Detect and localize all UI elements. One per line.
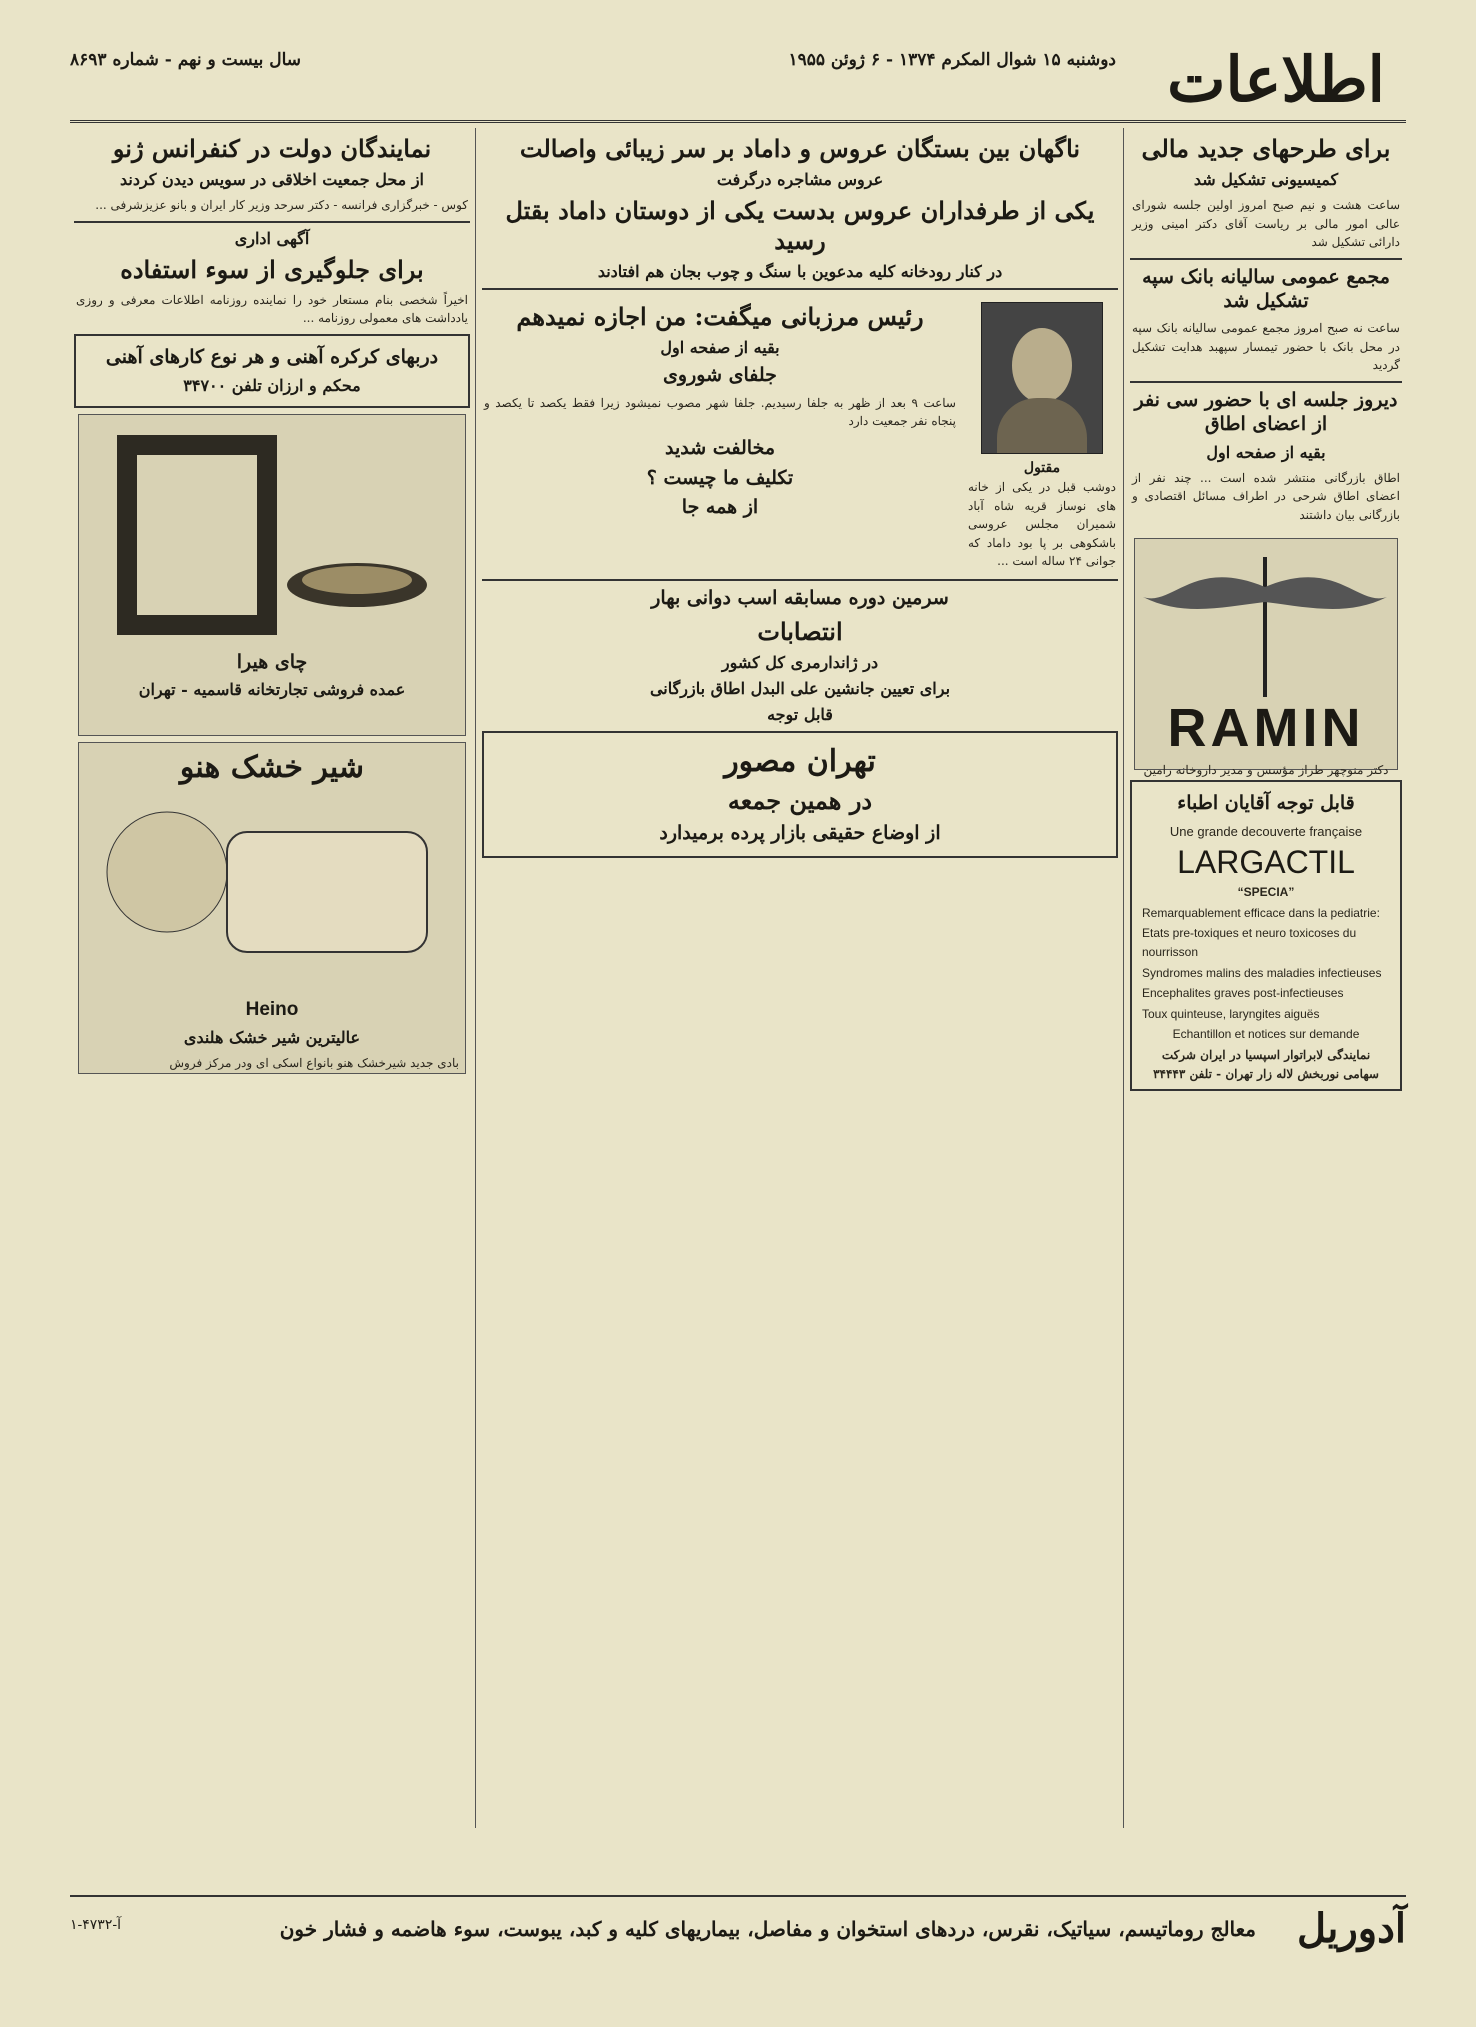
article-headline: مجمع عمومی سالیانه بانک سپه تشکیل شد (1142, 265, 1390, 312)
official-notice-label: آگهی اداری (234, 228, 310, 248)
article-headline: برای جلوگیری از سوء استفاده (120, 254, 424, 284)
article-headline: سرمین دوره مسابقه اسب دوانی بهار (651, 586, 949, 609)
notice-french: Une grande decouverte française (1169, 824, 1363, 840)
ad-line: در همین جمعه (727, 786, 873, 816)
divider (482, 288, 1118, 290)
notice-headline: قابل توجه آقایان اطباء (1177, 792, 1355, 815)
right-column (1126, 128, 1406, 1867)
photo-block (962, 296, 1122, 573)
section-heading: مخالفت شدید (664, 436, 776, 459)
baby-bottle-illustration (77, 792, 465, 992)
indication-line: Remarquablement efficace dans la pediatrie: (1142, 905, 1380, 920)
ad-subline: عالیترین شیر خشک هلندی (183, 1027, 361, 1047)
left-column (70, 128, 474, 1867)
article-body: ساعت ۹ بعد از ظهر به جلفا رسیدیم. جلفا شهر مصوب نمیشود زیرا فقط یکصد تا یکصد و پنجاه نفر جمعیت دارد (484, 395, 956, 429)
article-headline: رئیس مرزبانی میگفت: من اجازه نمیدهم (516, 302, 924, 331)
divider (1130, 381, 1402, 383)
masthead (70, 40, 1406, 123)
tehran-mosavar-ad (482, 731, 1118, 858)
article-subhead: از محل جمعیت اخلاقی در سویس دیدن کردند (120, 170, 424, 189)
lead-subhead-2: در کنار رودخانه کلیه مدعوین با سنگ و چوب بجان هم افتادند (597, 262, 1003, 281)
column-divider (1123, 128, 1124, 1828)
lead-headline-2: یکی از طرفداران عروس بدست یکی از دوستان داماد بقتل رسید (505, 196, 1095, 255)
lead-headline: ناگهان بین بستگان عروس و داماد بر سر زیبائی واصالت (519, 134, 1081, 163)
footer-brand: آدوریل (1297, 1905, 1406, 1952)
divider (74, 221, 470, 223)
article-headline: انتصابات (757, 616, 843, 646)
lead-story-row (478, 296, 1122, 573)
ad-line: از اوضاع حقیقی بازار پرده برمیدارد (659, 822, 941, 845)
article-subhead: بقیه از صفحه اول (1206, 442, 1326, 462)
article-subhead: قابل توجه (767, 704, 833, 724)
heino-milk-ad (78, 742, 466, 1074)
footer-ad (70, 1895, 1406, 1967)
tea-box-illustration (77, 415, 465, 645)
newspaper-logo: اطلاعات (1167, 43, 1385, 116)
indication-line: Encephalites graves post-infectieuses (1142, 986, 1344, 1001)
article-subhead: در ژاندارمری کل کشور (721, 652, 879, 672)
notice-agent: نمایندگی لابراتوار اسپسیا در ایران شرکت سهامی نوربخش لاله زار تهران - تلفن ۳۴۴۴۳ (1153, 1047, 1379, 1081)
article-headline: دیروز جلسه ای با حضور سی نفر از اعضای اطاق (1134, 389, 1398, 435)
article-body: دوشب قبل در یکی از خانه های نوساز قریه شاه آباد شمیران مجلس عروسی باشکوهی بر پا بود داماد که جوانی ۲۴ ساله است ... (968, 480, 1116, 569)
article-body: ساعت نه صبح امروز مجمع عمومی سالیانه بانک سپه در محل بانک با حضور تیمسار سپهبد هدایت تشکیل گردید (1132, 321, 1400, 373)
footer-line: معالج روماتیسم، سیاتیک، نقرس، دردهای استخوان و مفاصل، بیماریهای کلیه و کبد، یبوست، سوء هاضمه و فشار خون (279, 1917, 1256, 1941)
article-body: اطاق بازرگانی منتشر شده است ... چند نفر از اعضای اطاق شرحی در اطراف مسائل اقتصادی و بازرگانی بیان داشتند (1132, 470, 1400, 522)
section-heading: تکلیف ما چیست ؟ (646, 466, 794, 489)
victim-photo (981, 302, 1103, 454)
largactil-ad (1130, 780, 1402, 1091)
article-body: ساعت هشت و نیم صبح امروز اولین جلسه شورای عالی امور مالی بر ریاست آقای دکتر امینی وزیر دارائی تشکیل شد (1132, 198, 1400, 250)
hira-tea-ad (78, 414, 466, 736)
section-heading: از همه جا (681, 496, 759, 519)
border-story (478, 296, 962, 573)
iron-shutter-ad (74, 334, 470, 408)
ad-subline: عمده فروشی تجارتخانه قاسمیه - تهران (138, 680, 406, 700)
divider (482, 579, 1118, 581)
issue-number: سال بیست و نهم - شماره ۸۶۹۳ (70, 50, 302, 70)
largactil-brand: LARGACTIL (1177, 844, 1355, 881)
ad-headline: دربهای کرکره آهنی و هر نوع کارهای آهنی (105, 345, 439, 368)
indication-line: Toux quinteuse, laryngites aiguës (1142, 1006, 1320, 1021)
caduceus-icon (1133, 547, 1397, 697)
article-headline: نمایندگان دولت در کنفرانس ژنو (112, 134, 432, 163)
ramin-logo: RAMIN (1167, 698, 1365, 759)
indication-line: Syndromes malins des maladies infectieuses (1142, 965, 1382, 980)
ramin-ad (1134, 538, 1398, 778)
photo-caption: مقتول (1023, 460, 1061, 476)
article-body: کوس - خبرگزاری فرانسه - دکتر سرحد وزیر کار ایران و بانو عزیزشرفی ... (95, 198, 468, 212)
ad-headline: شیر خشک هنو (179, 749, 365, 785)
dateline: دوشنبه ۱۵ شوال المکرم ۱۳۷۴ - ۶ ژوئن ۱۹۵۵ (788, 50, 1116, 70)
ad-headline: تهران مصور (724, 743, 876, 779)
footer-code: آ-۴۷۳۲-۱ (70, 1917, 121, 1933)
section-heading: جلفای شوروی (663, 364, 777, 386)
article-subhead: برای تعیین جانشین علی البدل اطاق بازرگانی (649, 678, 951, 698)
article-headline: برای طرحهای جدید مالی (1141, 134, 1391, 163)
divider (1130, 258, 1402, 260)
article-body: اخیراً شخصی بنام مستعار خود را نماینده روزنامه اطلاعات معرفی و روزی یادداشت های معمولی روزنامه ... (76, 292, 468, 326)
ad-subline: محکم و ارزان تلفن ۳۴۷۰۰ (183, 375, 361, 395)
lead-subhead: عروس مشاجره درگرفت (716, 170, 884, 189)
heino-brand: Heino (245, 999, 299, 1021)
specia-brand: “SPECIA” (1237, 885, 1295, 900)
article-subhead: کمیسیونی تشکیل شد (1193, 170, 1339, 189)
notice-tail: Echantillon et notices sur demande (1172, 1027, 1360, 1042)
column-divider (475, 128, 476, 1828)
ramin-caption: دکتر منوچهر طراز مؤسس و مدیر داروخانه رامین (1143, 763, 1389, 778)
ad-tail: بادی جدید شیرخشک هنو بانواع اسکی ای ودر مرکز فروش (169, 1055, 459, 1070)
article-subhead: بقیه از صفحه اول (660, 338, 780, 357)
indication-line: Etats pre-toxiques et neuro toxicoses du nourrisson (1142, 926, 1357, 960)
ad-headline: چای هیرا (236, 650, 308, 673)
middle-column (478, 128, 1122, 1867)
